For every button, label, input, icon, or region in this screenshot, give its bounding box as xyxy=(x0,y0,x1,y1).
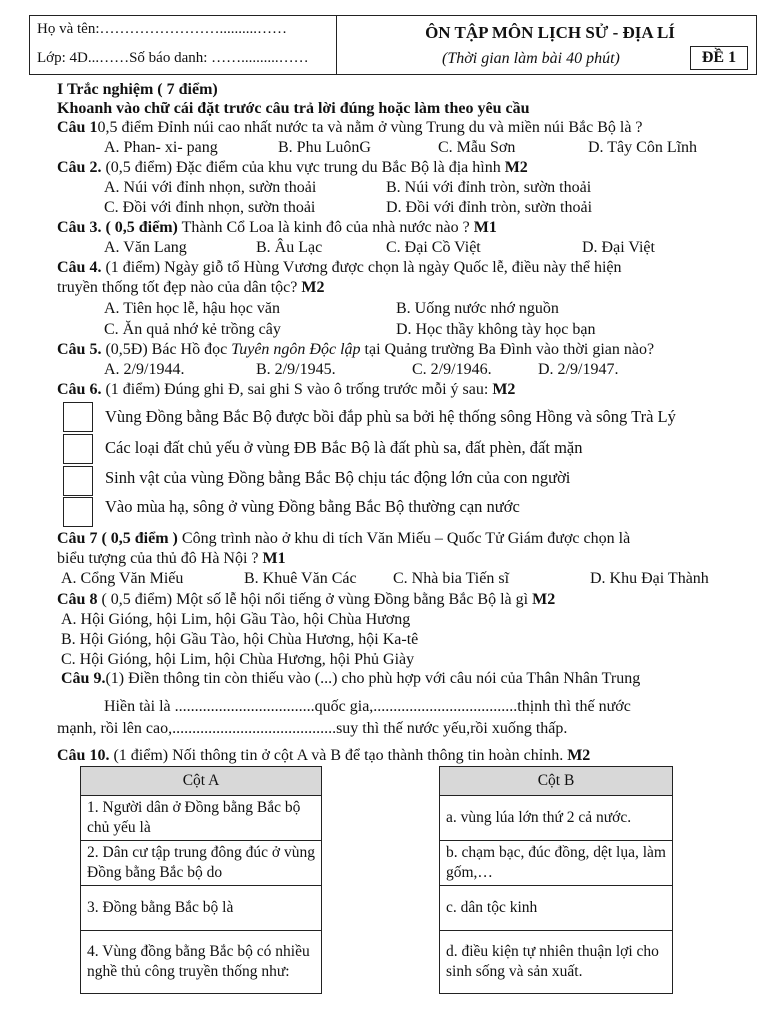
column-b-header: Cột B xyxy=(440,767,673,796)
question-8 xyxy=(57,590,555,610)
q2-option-a[interactable]: A. Núi với đỉnh nhọn, sườn thoải xyxy=(104,179,317,196)
q4-option-c[interactable]: C. Ăn quả nhớ kẻ trồng cây xyxy=(104,321,281,338)
column-b-table xyxy=(439,766,673,994)
question-7-cont xyxy=(57,549,286,569)
q9-fill-line-2[interactable]: mạnh, rồi lên cao,.........................................suy thì thế nước yếu,rồi xuống thấp. xyxy=(57,720,568,737)
question-text: biểu tượng của thủ đô Hà Nội ? xyxy=(57,550,263,567)
question-label: Câu 9. xyxy=(61,670,106,687)
header-divider xyxy=(336,16,337,74)
question-text: (1 điểm) Đúng ghi Đ, sai ghi S vào ô trống trước mỗi ý sau: xyxy=(101,381,493,398)
level-tag: M2 xyxy=(567,747,591,764)
question-label: Câu 1 xyxy=(57,119,98,136)
true-false-box-3[interactable] xyxy=(63,466,93,496)
q2-option-c[interactable]: C. Đồi với đỉnh nhọn, sườn thoải xyxy=(104,199,316,216)
true-false-box-1[interactable] xyxy=(63,402,93,432)
question-text: truyền thống tốt đẹp nào của dân tộc? xyxy=(57,279,302,296)
question-text-italic: Tuyên ngôn Độc lập xyxy=(231,341,361,358)
question-label: Câu 10. xyxy=(57,747,110,764)
q2-option-d[interactable]: D. Đồi với đỉnh tròn, sườn thoải xyxy=(386,199,593,216)
exam-header xyxy=(29,15,757,75)
q1-option-b[interactable]: B. Phu LuônG xyxy=(278,139,371,156)
question-text: (0,5Đ) Bác Hồ đọc xyxy=(101,341,232,358)
column-a-item-2[interactable]: 2. Dân cư tập trung đông đúc ở vùng Đồng bằng Bắc bộ do xyxy=(81,841,322,886)
column-b-item-a[interactable]: a. vùng lúa lớn thứ 2 cả nước. xyxy=(440,796,673,841)
question-10 xyxy=(57,746,590,766)
question-7 xyxy=(57,529,630,549)
question-label: Câu 5. xyxy=(57,341,102,358)
exam-code-badge: ĐỀ 1 xyxy=(690,46,748,70)
question-text: (1 điểm) Ngày giỗ tổ Hùng Vương được chọn là ngày Quốc lễ, điều này thể hiện xyxy=(101,259,622,276)
question-text: tại Quảng trường Ba Đình vào thời gian nào? xyxy=(360,341,655,358)
q5-option-b[interactable]: B. 2/9/1945. xyxy=(256,361,336,378)
column-a-item-4[interactable]: 4. Vùng đồng bằng Bắc bộ có nhiều nghề thủ công truyền thống như: xyxy=(81,931,322,994)
q8-option-c[interactable]: C. Hội Gióng, hội Lim, hội Chùa Hương, hội Phủ Giày xyxy=(61,651,415,668)
question-6 xyxy=(57,380,515,400)
level-tag: M1 xyxy=(262,550,286,567)
level-tag: M2 xyxy=(532,591,556,608)
question-text: (1) Điền thông tin còn thiếu vào (...) cho phù hợp với câu nói của Thân Nhân Trung xyxy=(105,670,641,687)
level-tag: M2 xyxy=(492,381,516,398)
question-text: 0,5 điểm Đỉnh núi cao nhất nước ta và nằm ở vùng Trung du và miền núi Bắc Bộ là ? xyxy=(97,119,643,136)
column-b-item-d[interactable]: d. điều kiện tự nhiên thuận lợi cho sinh sống và sản xuất. xyxy=(440,931,673,994)
question-label: Câu 6. xyxy=(57,381,102,398)
question-text: Thành Cổ Loa là kinh đô của nhà nước nào ? xyxy=(177,219,474,236)
question-label: Câu 8 xyxy=(57,591,98,608)
question-text: Công trình nào ở khu di tích Văn Miếu – Quốc Tử Giám được chọn là xyxy=(177,530,631,547)
question-text: (1 điểm) Nối thông tin ở cột A và B để tạo thành thông tin hoàn chỉnh. xyxy=(109,747,568,764)
question-4-cont xyxy=(57,278,324,298)
q8-option-a[interactable]: A. Hội Gióng, hội Lim, hội Gầu Tào, hội Chùa Hương xyxy=(61,611,411,628)
column-a-item-1[interactable]: 1. Người dân ở Đồng bằng Bắc bộ chủ yếu là xyxy=(81,796,322,841)
q3-option-a[interactable]: A. Văn Lang xyxy=(104,239,187,256)
q2-option-b[interactable]: B. Núi với đỉnh tròn, sườn thoải xyxy=(386,179,592,196)
question-label: Câu 3. xyxy=(57,219,102,236)
q7-option-a[interactable]: A. Cổng Văn Miếu xyxy=(61,570,184,587)
q7-option-b[interactable]: B. Khuê Văn Các xyxy=(244,570,357,587)
q5-option-a[interactable]: A. 2/9/1944. xyxy=(104,361,185,378)
q9-fill-line-1[interactable]: Hiền tài là ...................................quốc gia,....................................thịnh thì thế nước xyxy=(104,698,631,715)
student-name-field: Họ và tên:……………………..........…… xyxy=(37,21,287,37)
tf-statement-4: Vào mùa hạ, sông ở vùng Đồng bằng Bắc Bộ thường cạn nước xyxy=(105,497,520,516)
question-label: Câu 7 ( 0,5 điểm ) xyxy=(57,530,178,547)
tf-statement-3: Sinh vật của vùng Đồng bằng Bắc Bộ chịu tác động lớn của con người xyxy=(105,468,571,487)
tf-statement-1: Vùng Đồng bằng Bắc Bộ được bồi đắp phù sa bởi hệ thống sông Hồng và sông Trà Lý xyxy=(105,407,676,426)
question-1 xyxy=(57,118,643,138)
question-9 xyxy=(61,669,640,689)
q4-option-a[interactable]: A. Tiên học lễ, hậu học văn xyxy=(104,300,280,317)
section-heading: I Trắc nghiệm ( 7 điểm) xyxy=(57,81,218,98)
q1-option-a[interactable]: A. Phan- xi- pang xyxy=(104,139,218,156)
q5-option-d[interactable]: D. 2/9/1947. xyxy=(538,361,619,378)
q4-option-b[interactable]: B. Uống nước nhớ nguồn xyxy=(396,300,559,317)
q3-option-b[interactable]: B. Âu Lạc xyxy=(256,239,323,256)
q4-option-d[interactable]: D. Học thầy không tày học bạn xyxy=(396,321,596,338)
q3-option-c[interactable]: C. Đại Cồ Việt xyxy=(386,239,481,256)
tf-statement-2: Các loại đất chủ yếu ở vùng ĐB Bắc Bộ là đất phù sa, đất phèn, đất mặn xyxy=(105,438,583,457)
question-points: ( 0,5 điểm) xyxy=(101,219,178,236)
q8-option-b[interactable]: B. Hội Gióng, hội Gầu Tào, hội Chùa Hương, hội Ka-tê xyxy=(61,631,419,648)
true-false-box-2[interactable] xyxy=(63,434,93,464)
question-4 xyxy=(57,258,622,278)
q5-option-c[interactable]: C. 2/9/1946. xyxy=(412,361,492,378)
question-2 xyxy=(57,158,528,178)
exam-duration: (Thời gian làm bài 40 phút) xyxy=(442,50,620,67)
column-b-item-c[interactable]: c. dân tộc kinh xyxy=(440,886,673,931)
column-a-header: Cột A xyxy=(81,767,322,796)
question-label: Câu 2. xyxy=(57,159,102,176)
q3-option-d[interactable]: D. Đại Việt xyxy=(582,239,655,256)
column-b-item-b[interactable]: b. chạm bạc, đúc đồng, dệt lụa, làm gốm,… xyxy=(440,841,673,886)
class-and-id-field: Lớp: 4D...……Số báo danh: ……..........…… xyxy=(37,50,309,66)
question-5 xyxy=(57,340,654,360)
level-tag: M1 xyxy=(473,219,497,236)
question-label: Câu 4. xyxy=(57,259,102,276)
column-a-item-3[interactable]: 3. Đồng bằng Bắc bộ là xyxy=(81,886,322,931)
q7-option-d[interactable]: D. Khu Đại Thành xyxy=(590,570,709,587)
exam-title: ÔN TẬP MÔN LỊCH SỬ - ĐỊA LÍ xyxy=(425,23,675,42)
section-instruction: Khoanh vào chữ cái đặt trước câu trả lời đúng hoặc làm theo yêu cầu xyxy=(57,100,530,117)
q1-option-d[interactable]: D. Tây Côn Lĩnh xyxy=(588,139,698,156)
q7-option-c[interactable]: C. Nhà bia Tiến sĩ xyxy=(393,570,510,587)
level-tag: M2 xyxy=(301,279,325,296)
level-tag: M2 xyxy=(504,159,528,176)
column-a-table xyxy=(80,766,322,994)
question-text: ( 0,5 điểm) Một số lễ hội nổi tiếng ở vùng Đồng bằng Bắc Bộ là gì xyxy=(97,591,533,608)
question-3 xyxy=(57,218,497,238)
q1-option-c[interactable]: C. Mẫu Sơn xyxy=(438,139,516,156)
true-false-box-4[interactable] xyxy=(63,497,93,527)
question-text: (0,5 điểm) Đặc điểm của khu vực trung du Bắc Bộ là địa hình xyxy=(101,159,505,176)
